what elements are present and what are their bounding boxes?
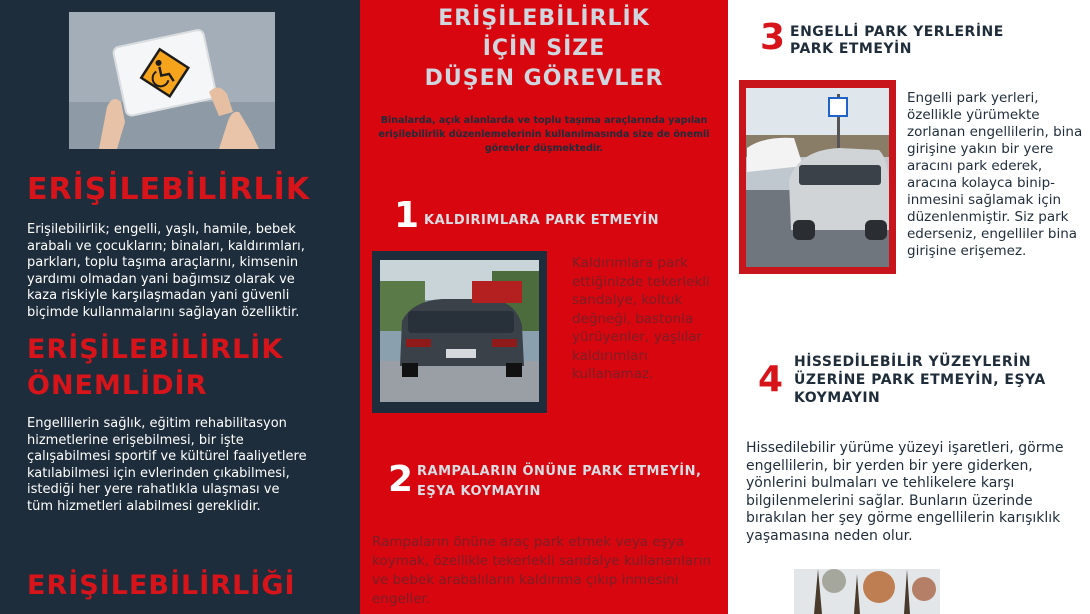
accessibility-importance-text: Engellilerin sağlık, eğitim rehabilitasyon hizmetlerine erişebilmesi, bir işte çalışabilmesi sportif ve kültürel faaliyetlere katılabilmesi için evlerinden çıkabilmesi, istediği her yere rahatlıkla ulaşması ve tüm hizmetleri alabilmesi gereklidir. — [27, 416, 307, 514]
title-line-3: DÜŞEN GÖREVLER — [424, 66, 664, 91]
section-4-title: HİSSEDİLEBİLİR YÜZEYLERİN ÜZERİNE PARK ETMEYİN, EŞYA KOYMAYIN — [794, 354, 1046, 406]
section-4-number: 4 — [758, 359, 784, 400]
accessibility-sign-photo — [69, 12, 275, 149]
tablet-hands-illustration — [69, 12, 275, 149]
section-2-title: RAMPALARIN ÖNÜNE PARK ETMEYİN, EŞYA KOYMAYIN — [417, 464, 702, 499]
section-1-number: 1 — [394, 195, 420, 236]
title-line-2: İÇİN SİZE — [482, 36, 606, 61]
middle-column — [360, 0, 728, 614]
section-1-text: Kaldırımlara park ettiğinizde tekerlekli sandalye, koltuk değneği, bastonla yürüyenler, yaşlılar kaldırımları kullanamaz. — [572, 255, 710, 382]
disabled-parking-illustration — [739, 80, 896, 274]
right-column — [728, 0, 1090, 614]
section-3-number: 3 — [760, 17, 786, 58]
section-3-title-line-2: PARK ETMEYİN — [790, 41, 912, 57]
section-3-title-line-1: ENGELLİ PARK YERLERİNE — [790, 24, 1004, 40]
tactile-surface-photo — [794, 569, 940, 614]
left-column — [0, 0, 360, 614]
heading-line-1: ERİŞİLEBİLİRLİK — [27, 334, 284, 365]
trees-illustration — [794, 569, 940, 614]
heading-accessibility: ERİŞİLEBİLİRLİK — [27, 172, 311, 207]
disabled-parking-photo — [739, 80, 896, 274]
car-on-sidewalk-photo — [372, 251, 547, 413]
heading-line-2: ÖNEMLİDİR — [27, 370, 208, 401]
section-4-text: Hissedilebilir yürüme yüzeyi işaretleri, görme engellilerin, bir yerden bir yere giderken, yönlerini bulmaları ve tehlikelere karşı bilgilenmelerini sağlar. Bunların üzerinde bırakılan her şey görme engellilerin karışıklık yaşamasına neden olur. — [746, 440, 1064, 544]
section-2-number: 2 — [388, 459, 414, 500]
title-line-1: ERİŞİLEBİLİRLİK — [438, 6, 650, 31]
car-on-sidewalk-illustration — [372, 251, 547, 413]
section-3-title — [790, 24, 1004, 58]
section-1-title: KALDIRIMLARA PARK ETMEYİN — [424, 213, 659, 228]
middle-title — [360, 4, 728, 94]
middle-intro-text: Binalarda, açık alanlarda ve toplu taşıma araçlarında yapılan erişilebilirlik düzenlemelerinin kullanılmasında size de önemli görevler düşmektedir. — [378, 115, 710, 154]
heading-accessibility-cutoff: ERİŞİLEBİLİRLİĞİ — [27, 570, 296, 601]
accessibility-definition-text: Erişilebilirlik; engelli, yaşlı, hamile, bebek arabalı ve çocukların; binaları, kaldırımları, parkları, toplu taşıma araçlarını, kimsenin yardımı olmadan yani bağımsız olarak ve kaza riskiyle karşılaşmadan yani güvenli biçimde kullanmalarını sağlayan özelliktir. — [27, 222, 305, 320]
section-2-text: Rampaların önüne araç park etmek veya eşya koymak, özellikle tekerlekli sandalye kullananların ve bebek arabalıların kaldırıma çıkıp inmesini engeller. — [372, 534, 711, 607]
section-3-text: Engelli park yerleri, özellikle yürümekte zorlanan engellilerin, bina girişine yakın bir yere aracını park ederek, aracına kolayca binip-inmesini sağlamak için düzenlenmiştir. Siz park ederseniz, engelliler bina girişine erişemez. — [907, 90, 1083, 259]
heading-accessibility-important — [27, 332, 283, 404]
